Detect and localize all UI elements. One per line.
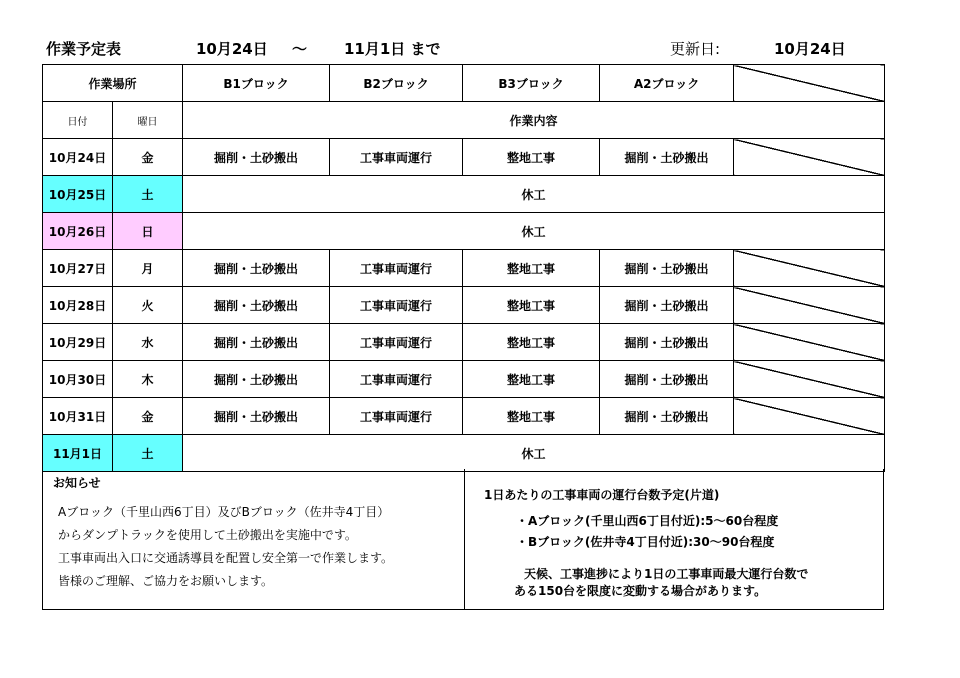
task-b3: 整地工事 [463, 287, 600, 324]
notice-title: お知らせ [53, 476, 101, 490]
date-label: 日付 [43, 102, 113, 139]
task-b1: 掘削・土砂搬出 [183, 324, 330, 361]
schedule-row [43, 324, 885, 361]
date-cell: 10月27日 [43, 250, 113, 287]
bottom-divider [464, 469, 465, 609]
date-cell: 10月25日 [43, 176, 113, 213]
schedule-row [43, 139, 885, 176]
weekday-cell: 月 [113, 250, 183, 287]
weekday-cell: 木 [113, 361, 183, 398]
schedule-row [43, 213, 885, 250]
traffic-note: ある150台を限度に変動する場合があります。 [514, 584, 767, 598]
task-b1: 掘削・土砂搬出 [183, 398, 330, 435]
block-b2: B2ブロック [330, 65, 463, 102]
weekday-cell: 金 [113, 139, 183, 176]
date-cell: 10月28日 [43, 287, 113, 324]
empty-slash-cell [734, 324, 885, 361]
notice-line: Aブロック（千里山西6丁目）及びBブロック（佐井寺4丁目） [58, 505, 390, 519]
bottom-panel [42, 469, 884, 610]
block-b3: B3ブロック [463, 65, 600, 102]
task-b3: 整地工事 [463, 250, 600, 287]
notice-line: 工事車両出入口に交通誘導員を配置し安全第一で作業します。 [58, 551, 394, 565]
weekday-label: 曜日 [113, 102, 183, 139]
empty-slash-cell [734, 361, 885, 398]
schedule-row [43, 176, 885, 213]
task-b2: 工事車両運行 [330, 139, 463, 176]
traffic-item-b: ・Bブロック(佐井寺4丁目付近):30～90台程度 [516, 535, 775, 549]
empty-slash-cell [734, 287, 885, 324]
traffic-title: 1日あたりの工事車両の運行台数予定(片道) [484, 488, 720, 502]
schedule-row [43, 250, 885, 287]
rest-cell: 休工 [183, 435, 885, 472]
column-label-row [43, 102, 885, 139]
traffic-note: 天候、工事進捗により1日の工事車両最大運行台数で [524, 567, 809, 581]
rest-cell: 休工 [183, 213, 885, 250]
notice-line: からダンプトラックを使用して土砂搬出を実施中です。 [58, 528, 357, 542]
period-end: 11月1日 まで [344, 40, 441, 58]
schedule-table [42, 64, 885, 472]
date-cell: 10月29日 [43, 324, 113, 361]
task-a2: 掘削・土砂搬出 [600, 139, 734, 176]
page-title: 作業予定表 [46, 40, 122, 58]
block-header-row [43, 65, 885, 102]
empty-slash-cell [734, 139, 885, 176]
task-b3: 整地工事 [463, 139, 600, 176]
weekday-cell: 日 [113, 213, 183, 250]
weekday-cell: 土 [113, 176, 183, 213]
task-b1: 掘削・土砂搬出 [183, 287, 330, 324]
task-b1: 掘削・土砂搬出 [183, 361, 330, 398]
updated-label: 更新日: [670, 40, 721, 58]
date-cell: 10月31日 [43, 398, 113, 435]
schedule-row [43, 398, 885, 435]
content-label: 作業内容 [183, 102, 885, 139]
task-b1: 掘削・土砂搬出 [183, 250, 330, 287]
weekday-cell: 土 [113, 435, 183, 472]
task-a2: 掘削・土砂搬出 [600, 287, 734, 324]
date-cell: 11月1日 [43, 435, 113, 472]
task-b2: 工事車両運行 [330, 398, 463, 435]
weekday-cell: 水 [113, 324, 183, 361]
task-a2: 掘削・土砂搬出 [600, 250, 734, 287]
date-cell: 10月30日 [43, 361, 113, 398]
task-b2: 工事車両運行 [330, 287, 463, 324]
weekday-cell: 金 [113, 398, 183, 435]
empty-slash-cell [734, 250, 885, 287]
schedule-row [43, 361, 885, 398]
updated-date: 10月24日 [774, 40, 846, 58]
task-a2: 掘削・土砂搬出 [600, 398, 734, 435]
task-a2: 掘削・土砂搬出 [600, 361, 734, 398]
traffic-item-a: ・Aブロック(千里山西6丁目付近):5～60台程度 [516, 514, 779, 528]
location-label: 作業場所 [43, 65, 183, 102]
empty-slash-cell [734, 398, 885, 435]
block-b1: B1ブロック [183, 65, 330, 102]
notice-line: 皆様のご理解、ご協力をお願いします。 [58, 574, 274, 588]
task-b2: 工事車両運行 [330, 361, 463, 398]
task-b3: 整地工事 [463, 324, 600, 361]
task-b3: 整地工事 [463, 361, 600, 398]
date-cell: 10月26日 [43, 213, 113, 250]
block-a2: A2ブロック [600, 65, 734, 102]
rest-cell: 休工 [183, 176, 885, 213]
schedule-row [43, 287, 885, 324]
date-cell: 10月24日 [43, 139, 113, 176]
period-start: 10月24日 [196, 40, 268, 58]
empty-slash-cell [734, 65, 885, 102]
weekday-cell: 火 [113, 287, 183, 324]
task-b1: 掘削・土砂搬出 [183, 139, 330, 176]
task-b3: 整地工事 [463, 398, 600, 435]
schedule-row [43, 435, 885, 472]
task-b2: 工事車両運行 [330, 250, 463, 287]
task-b2: 工事車両運行 [330, 324, 463, 361]
task-a2: 掘削・土砂搬出 [600, 324, 734, 361]
period-tilde: ～ [292, 40, 308, 58]
